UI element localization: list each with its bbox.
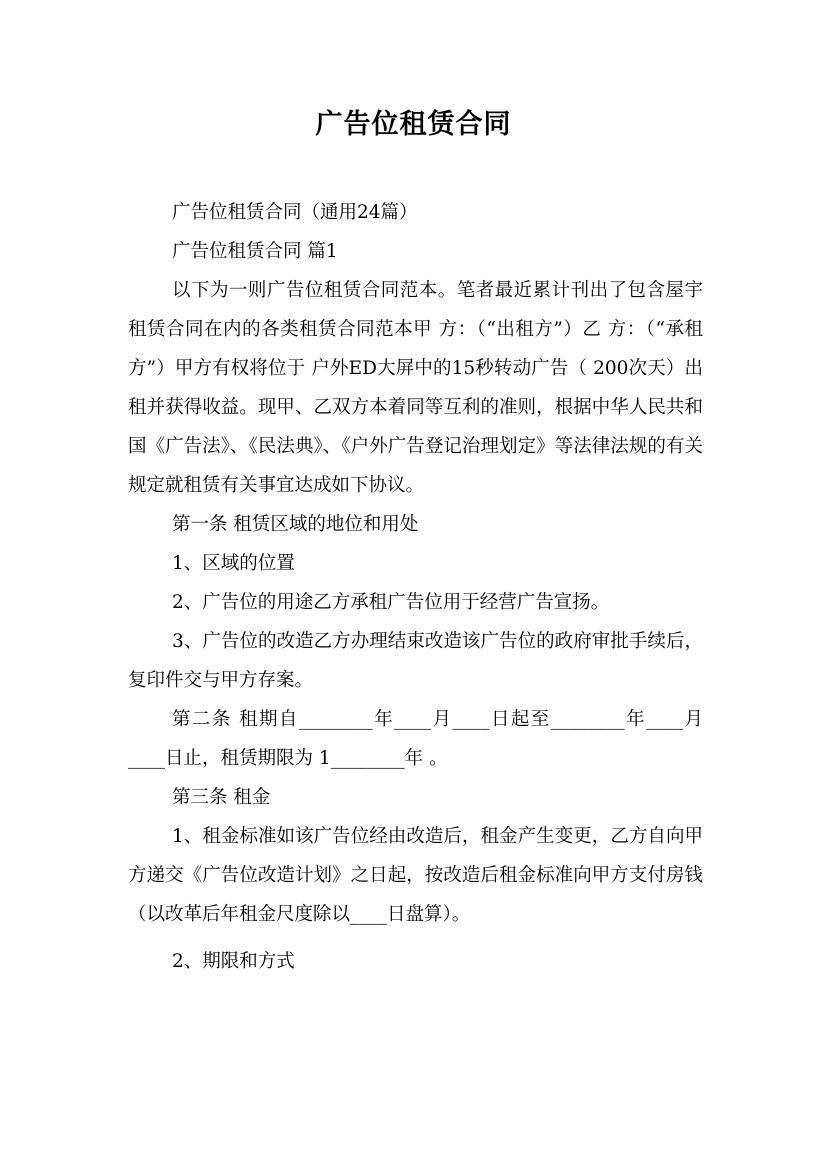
intro-paragraph: 以下为一则广告位租赁合同范本。笔者最近累计刊出了包含屋宇租赁合同在内的各类租赁合同范本甲 方：（“出租方”）乙 方：（“承租方”）甲方有权将位于 户外ED大屏中的15秒转动广告（ 200次天）出租并获得收益。现甲、乙双方本着同等互利的准则，根据中华人民共和国《广告法》、《民法典》、《户外广告登记治理划定》等法律法规的有关规定就租赁有关事宜达成如下协议。: [128, 280, 703, 496]
clause-paragraph: 3、广告位的改造乙方办理结束改造该广告位的政府审批手续后，复印件交与甲方存案。: [128, 631, 703, 691]
article-heading: 第一条 租赁区域的地位和用处: [172, 514, 419, 535]
article-heading: 第三条 租金: [172, 787, 271, 808]
document-body: [128, 193, 703, 981]
clause-paragraph: 2、广告位的用途乙方承租广告位用于经营广告宣扬。: [172, 592, 610, 613]
clause-paragraph: 1、区域的位置: [172, 553, 295, 574]
clause-paragraph: 2、期限和方式: [172, 951, 295, 972]
clause-paragraph: 1、租金标准如该广告位经由改造后，租金产生变更，乙方自向甲方递交《广告位改造计划》之日起，按改造后租金标准向甲方支付房钱（以改革后年租金尺度除以____日盘算）。: [128, 826, 703, 925]
section-heading: 广告位租赁合同 篇1: [172, 241, 338, 262]
term-paragraph: 第二条 租期自________年____月____日起至________年____月____日止，租赁期限为 1________年 。: [128, 709, 703, 769]
subtitle-paragraph: 广告位租赁合同（通用24篇）: [172, 202, 418, 223]
document-title: 广告位租赁合同: [315, 109, 512, 140]
